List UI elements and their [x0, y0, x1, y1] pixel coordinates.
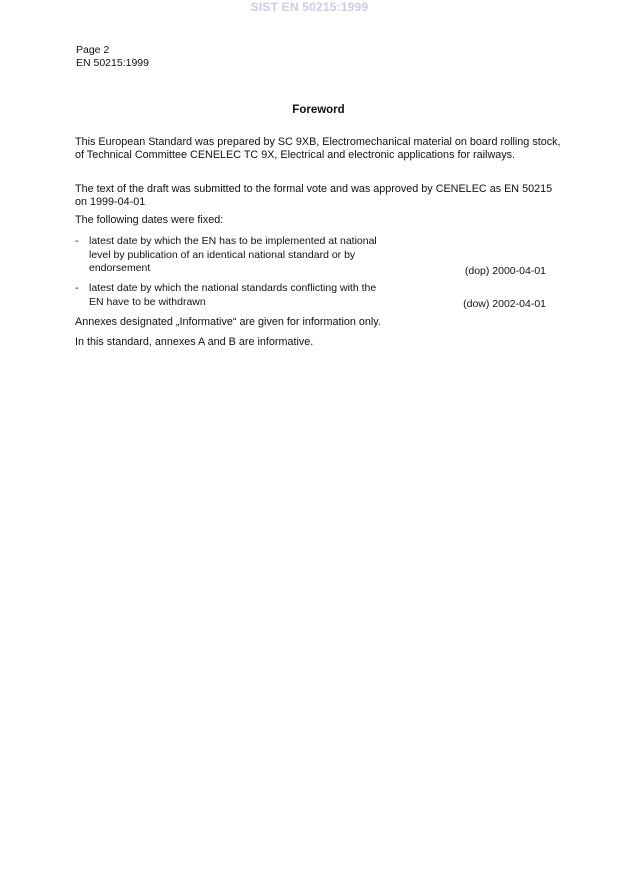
document-id: EN 50215:1999 — [76, 57, 149, 69]
page-number: Page 2 — [76, 44, 110, 56]
paragraph-dates-intro: The following dates were fixed: — [75, 214, 224, 226]
paragraph-approval: The text of the draft was submitted to the formal vote and was approved by CENELEC as EN 50215 on 1999-04-01 — [75, 183, 553, 208]
paragraph-prepared-by: This European Standard was prepared by SC 9XB, Electromechanical material on board rolling stock, of Technical Committee CENELEC TC 9X, Electrical and electronic applications for railways. — [75, 136, 561, 161]
date-item-value: (dow) 2002-04-01 — [463, 298, 546, 310]
date-item-text: latest date by which the national standards conflicting with the EN have to be withdrawn — [89, 282, 377, 308]
list-dash: - — [75, 235, 79, 247]
date-item-dow — [75, 282, 550, 312]
page-header — [76, 44, 149, 70]
list-dash: - — [75, 282, 79, 294]
watermark: SIST EN 50215:1999 — [250, 0, 369, 14]
paragraph-annexes-informative: Annexes designated „Informative“ are given for information only. — [75, 316, 381, 328]
paragraph-annexes-ab: In this standard, annexes A and B are informative. — [75, 336, 314, 348]
page-title: Foreword — [292, 104, 345, 116]
date-item-dop — [75, 235, 550, 277]
date-item-value: (dop) 2000-04-01 — [464, 265, 546, 277]
date-item-text: latest date by which the EN has to be implemented at national level by publication of an identical national standard or by endorsement — [89, 235, 377, 274]
